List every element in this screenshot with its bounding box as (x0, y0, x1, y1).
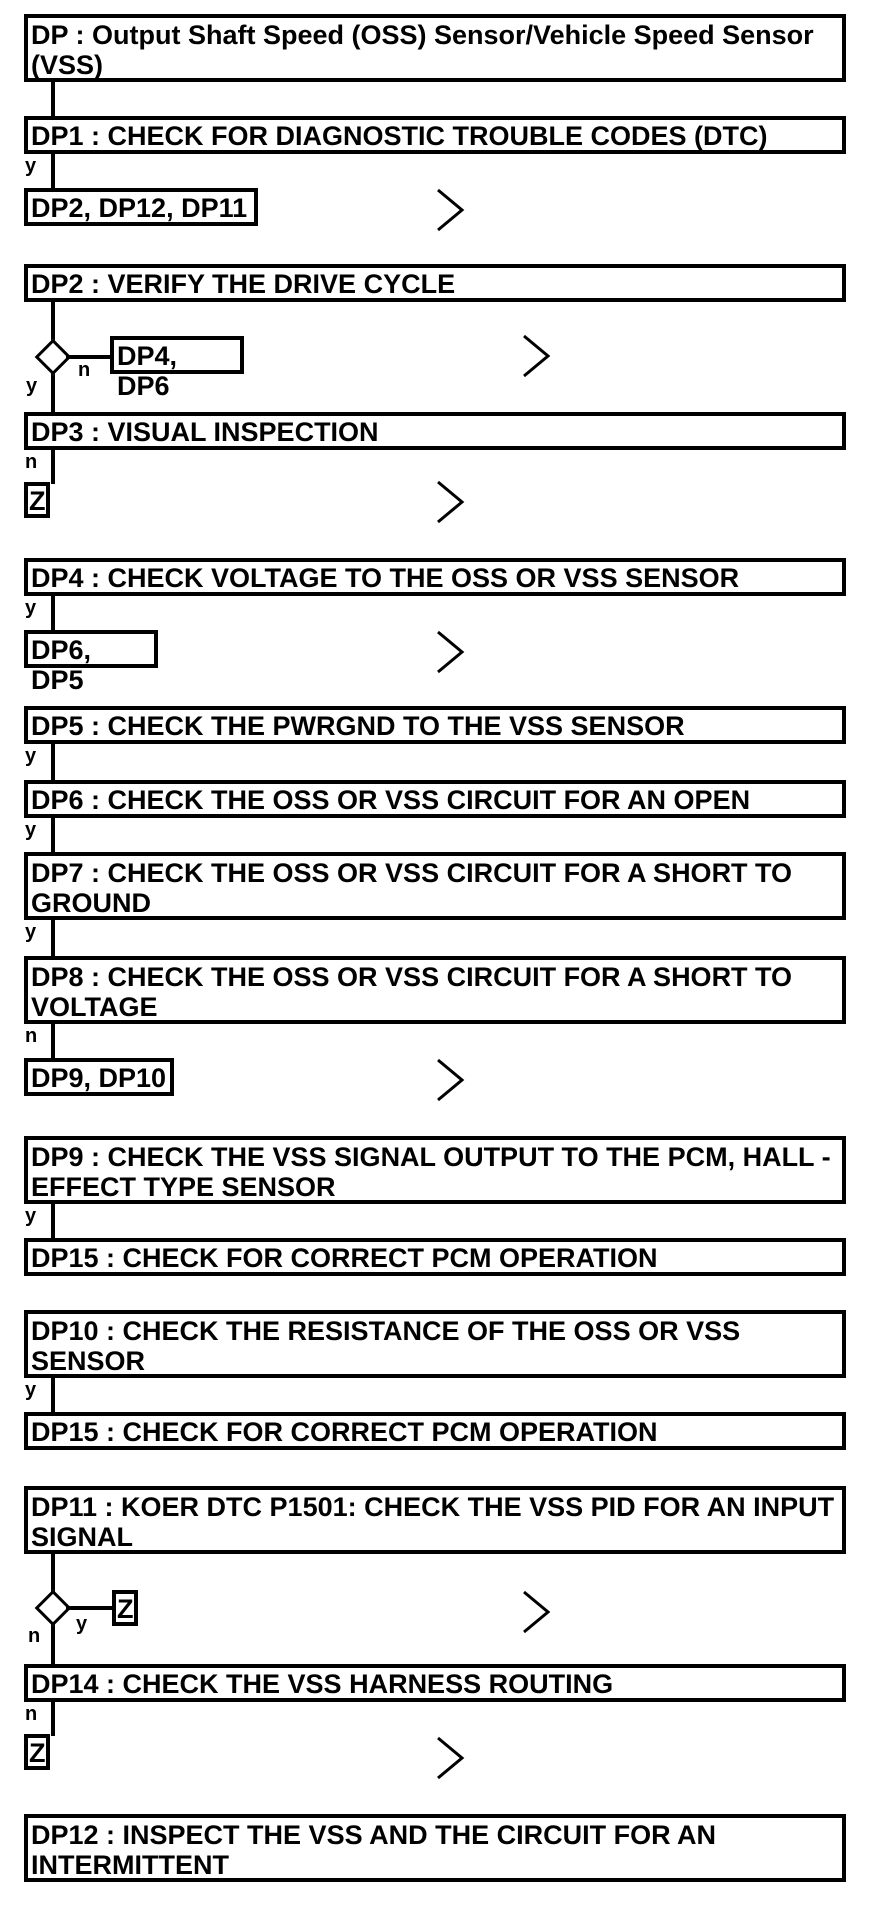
yes-label: y (76, 1613, 88, 1635)
connector-line (51, 82, 55, 116)
dp2-box: DP2 : VERIFY THE DRIVE CYCLE (24, 264, 846, 302)
z-terminal-box: Z (112, 1590, 138, 1626)
chevron-right-icon (434, 478, 468, 526)
no-label: n (25, 1025, 38, 1047)
connector-line (51, 818, 55, 854)
yes-label: y (25, 921, 37, 943)
connector-line (66, 1606, 114, 1610)
chevron-right-icon (434, 628, 468, 676)
yes-label: y (26, 375, 38, 397)
yes-label: y (25, 597, 37, 619)
connector-line (51, 1024, 55, 1060)
yes-label: y (25, 819, 37, 841)
connector-line (51, 1204, 55, 1240)
dp1-box: DP1 : CHECK FOR DIAGNOSTIC TROUBLE CODES (DTC) (24, 116, 846, 154)
no-label: n (25, 451, 38, 473)
z-terminal-box: Z (24, 1734, 50, 1770)
dp9-box: DP9 : CHECK THE VSS SIGNAL OUTPUT TO THE PCM, HALL -EFFECT TYPE SENSOR (24, 1136, 846, 1204)
connector-line (51, 744, 55, 780)
dp5-box: DP5 : CHECK THE PWRGND TO THE VSS SENSOR (24, 706, 846, 744)
dp15-box: DP15 : CHECK FOR CORRECT PCM OPERATION (24, 1238, 846, 1276)
connector-line (51, 450, 55, 484)
connector-line (51, 1702, 55, 1736)
no-label: n (25, 1703, 38, 1725)
dp4-next-box: DP6, DP5 (24, 630, 158, 668)
chevron-right-icon (434, 186, 468, 234)
yes-label: y (25, 1205, 37, 1227)
yes-label: y (25, 1379, 37, 1401)
dp2-branch-box: DP4, DP6 (110, 336, 244, 374)
no-label: n (78, 359, 91, 381)
dp3-box: DP3 : VISUAL INSPECTION (24, 412, 846, 450)
yes-label: y (25, 155, 37, 177)
dp8-next-box: DP9, DP10 (24, 1058, 174, 1096)
connector-line (51, 154, 55, 188)
z-terminal-box: Z (24, 482, 50, 518)
dp12-box: DP12 : INSPECT THE VSS AND THE CIRCUIT FOR AN INTERMITTENT (24, 1814, 846, 1882)
dp6-box: DP6 : CHECK THE OSS OR VSS CIRCUIT FOR AN OPEN (24, 780, 846, 818)
dp11-box: DP11 : KOER DTC P1501: CHECK THE VSS PID FOR AN INPUT SIGNAL (24, 1486, 846, 1554)
yes-label: y (25, 745, 37, 767)
dp4-box: DP4 : CHECK VOLTAGE TO THE OSS OR VSS SENSOR (24, 558, 846, 596)
dp10-box: DP10 : CHECK THE RESISTANCE OF THE OSS OR VSS SENSOR (24, 1310, 846, 1378)
dp14-box: DP14 : CHECK THE VSS HARNESS ROUTING (24, 1664, 846, 1702)
dp8-box: DP8 : CHECK THE OSS OR VSS CIRCUIT FOR A SHORT TO VOLTAGE (24, 956, 846, 1024)
dp15-box: DP15 : CHECK FOR CORRECT PCM OPERATION (24, 1412, 846, 1450)
chevron-right-icon (520, 1588, 554, 1636)
connector-line (51, 1378, 55, 1414)
dp1-next-box: DP2, DP12, DP11 (24, 188, 258, 226)
chevron-right-icon (434, 1734, 468, 1782)
title-box: DP : Output Shaft Speed (OSS) Sensor/Vehicle Speed Sensor (VSS) (24, 14, 846, 82)
dp7-box: DP7 : CHECK THE OSS OR VSS CIRCUIT FOR A SHORT TO GROUND (24, 852, 846, 920)
connector-line (51, 596, 55, 630)
connector-line (51, 920, 55, 956)
chevron-right-icon (520, 332, 554, 380)
chevron-right-icon (434, 1056, 468, 1104)
no-label: n (28, 1625, 41, 1647)
